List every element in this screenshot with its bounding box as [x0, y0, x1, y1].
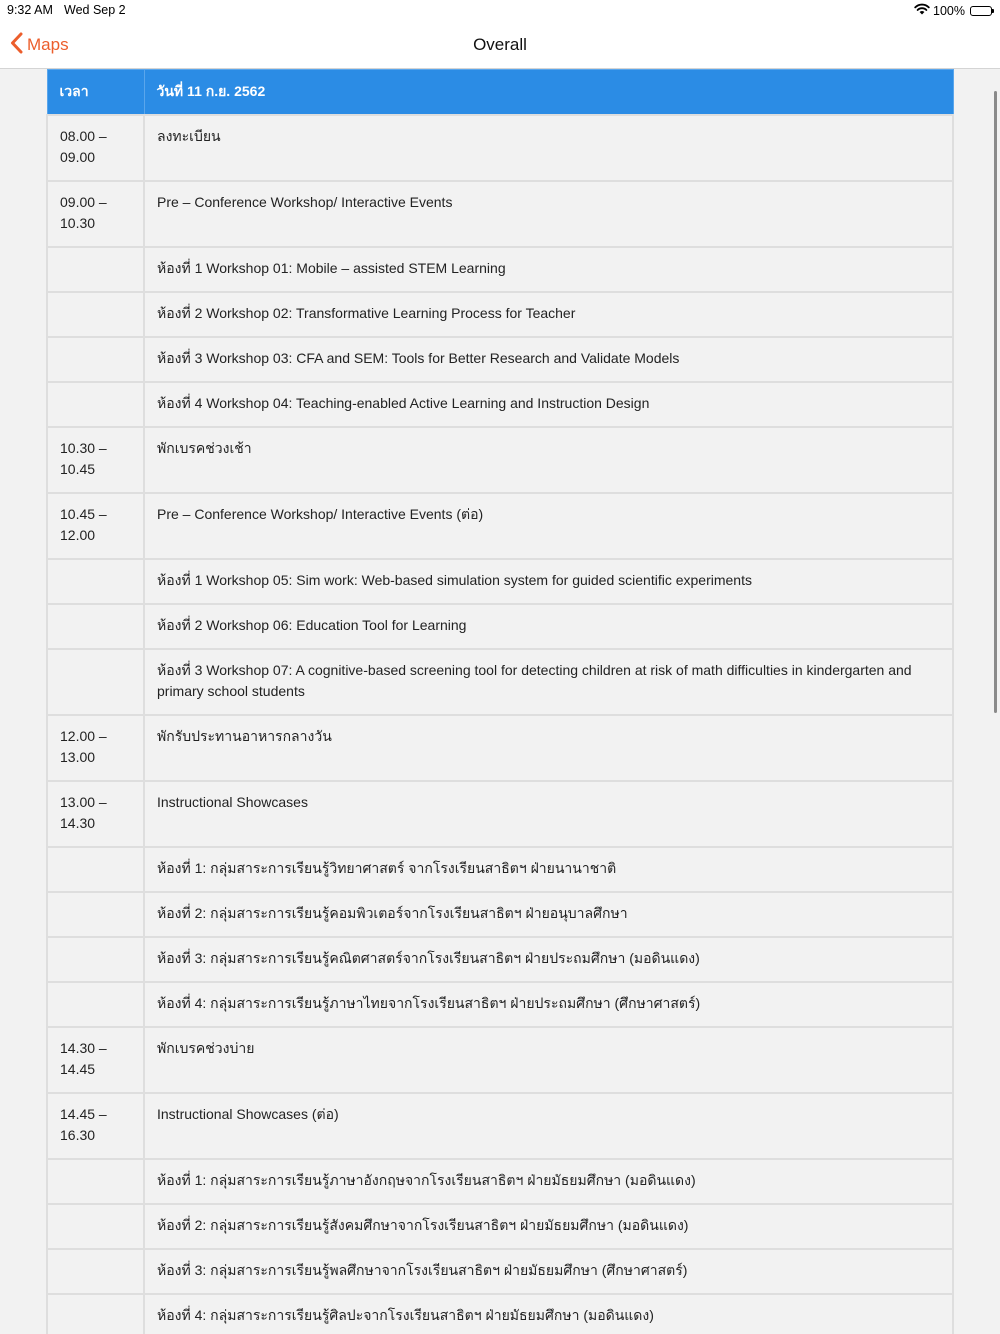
row-time [47, 892, 144, 937]
row-activity: ห้องที่ 4: กลุ่มสาระการเรียนรู้ภาษาไทยจากโรงเรียนสาธิตฯ ฝ่ายประถมศึกษา (ศึกษาศาสตร์) [144, 982, 953, 1027]
table-row [47, 715, 953, 781]
table-row [47, 1027, 953, 1093]
row-time: 08.00 – 09.00 [47, 115, 144, 181]
row-time [47, 649, 144, 715]
table-row [47, 427, 953, 493]
row-activity: พักเบรคช่วงเช้า [144, 427, 953, 493]
row-time [47, 559, 144, 604]
table-row [47, 892, 953, 937]
status-date: Wed Sep 2 [64, 3, 126, 17]
row-activity: Pre – Conference Workshop/ Interactive Events (ต่อ) [144, 493, 953, 559]
table-header-row [47, 70, 953, 116]
row-activity: พักเบรคช่วงบ่าย [144, 1027, 953, 1093]
row-time: 14.45 – 16.30 [47, 1093, 144, 1159]
row-activity: ห้องที่ 3 Workshop 07: A cognitive-based screening tool for detecting children at risk of math difficulties in kindergarten and primary school students [144, 649, 953, 715]
header-day: วันที่ 11 ก.ย. 2562 [144, 70, 953, 116]
row-time: 10.45 – 12.00 [47, 493, 144, 559]
table-row [47, 115, 953, 181]
row-time [47, 604, 144, 649]
row-activity: ห้องที่ 1: กลุ่มสาระการเรียนรู้ภาษาอังกฤษจากโรงเรียนสาธิตฯ ฝ่ายมัธยมศึกษา (มอดินแดง) [144, 1159, 953, 1204]
navigation-bar [0, 22, 1000, 69]
page-title: Overall [473, 35, 527, 54]
table-row [47, 493, 953, 559]
row-time [47, 1249, 144, 1294]
schedule-table [46, 69, 954, 1334]
row-time [47, 847, 144, 892]
row-activity: ห้องที่ 3 Workshop 03: CFA and SEM: Tools for Better Research and Validate Models [144, 337, 953, 382]
table-row [47, 1204, 953, 1249]
row-time [47, 247, 144, 292]
table-row [47, 559, 953, 604]
row-activity: ห้องที่ 3: กลุ่มสาระการเรียนรู้คณิตศาสตร์จากโรงเรียนสาธิตฯ ฝ่ายประถมศึกษา (มอดินแดง) [144, 937, 953, 982]
table-row [47, 1294, 953, 1334]
row-activity: ห้องที่ 2: กลุ่มสาระการเรียนรู้คอมพิวเตอร์จากโรงเรียนสาธิตฯ ฝ่ายอนุบาลศึกษา [144, 892, 953, 937]
row-time: 10.30 – 10.45 [47, 427, 144, 493]
schedule-body [47, 115, 953, 1334]
row-activity: Instructional Showcases [144, 781, 953, 847]
row-activity: ห้องที่ 2 Workshop 02: Transformative Learning Process for Teacher [144, 292, 953, 337]
row-time [47, 337, 144, 382]
schedule-content[interactable] [0, 69, 1000, 1334]
row-activity: Instructional Showcases (ต่อ) [144, 1093, 953, 1159]
header-time: เวลา [47, 70, 144, 116]
row-activity: ห้องที่ 2: กลุ่มสาระการเรียนรู้สังคมศึกษาจากโรงเรียนสาธิตฯ ฝ่ายมัธยมศึกษา (มอดินแดง) [144, 1204, 953, 1249]
table-row [47, 247, 953, 292]
table-row [47, 847, 953, 892]
row-activity: พักรับประทานอาหารกลางวัน [144, 715, 953, 781]
table-row [47, 982, 953, 1027]
row-activity: ห้องที่ 1 Workshop 05: Sim work: Web-based simulation system for guided scientific experiments [144, 559, 953, 604]
row-time [47, 292, 144, 337]
table-row [47, 937, 953, 982]
table-row [47, 382, 953, 427]
row-activity: ห้องที่ 3: กลุ่มสาระการเรียนรู้พลศึกษาจากโรงเรียนสาธิตฯ ฝ่ายมัธยมศึกษา (ศึกษาศาสตร์) [144, 1249, 953, 1294]
table-row [47, 1159, 953, 1204]
row-time: 12.00 – 13.00 [47, 715, 144, 781]
status-time: 9:32 AM [7, 3, 53, 17]
row-activity: ลงทะเบียน [144, 115, 953, 181]
wifi-icon [914, 3, 930, 18]
row-activity: ห้องที่ 4 Workshop 04: Teaching-enabled Active Learning and Instruction Design [144, 382, 953, 427]
row-activity: ห้องที่ 1: กลุ่มสาระการเรียนรู้วิทยาศาสตร์ จากโรงเรียนสาธิตฯ ฝ่ายนานาชาติ [144, 847, 953, 892]
table-row [47, 292, 953, 337]
row-time [47, 982, 144, 1027]
row-activity: ห้องที่ 2 Workshop 06: Education Tool for Learning [144, 604, 953, 649]
battery-icon [970, 6, 992, 16]
table-row [47, 781, 953, 847]
row-time: 14.30 – 14.45 [47, 1027, 144, 1093]
table-row [47, 1093, 953, 1159]
table-row [47, 181, 953, 247]
row-time [47, 1204, 144, 1249]
row-activity: ห้องที่ 1 Workshop 01: Mobile – assisted STEM Learning [144, 247, 953, 292]
row-time [47, 1159, 144, 1204]
row-activity: Pre – Conference Workshop/ Interactive Events [144, 181, 953, 247]
row-time [47, 937, 144, 982]
row-time [47, 1294, 144, 1334]
row-time: 13.00 – 14.30 [47, 781, 144, 847]
table-row [47, 337, 953, 382]
row-time [47, 382, 144, 427]
table-row [47, 604, 953, 649]
battery-percent: 100% [933, 3, 965, 18]
scroll-indicator[interactable] [994, 91, 997, 713]
status-bar [0, 0, 1000, 22]
row-activity: ห้องที่ 4: กลุ่มสาระการเรียนรู้ศิลปะจากโรงเรียนสาธิตฯ ฝ่ายมัธยมศึกษา (มอดินแดง) [144, 1294, 953, 1334]
back-label: Maps [27, 35, 69, 54]
status-right [914, 3, 992, 18]
row-time: 09.00 – 10.30 [47, 181, 144, 247]
table-row [47, 649, 953, 715]
table-row [47, 1249, 953, 1294]
